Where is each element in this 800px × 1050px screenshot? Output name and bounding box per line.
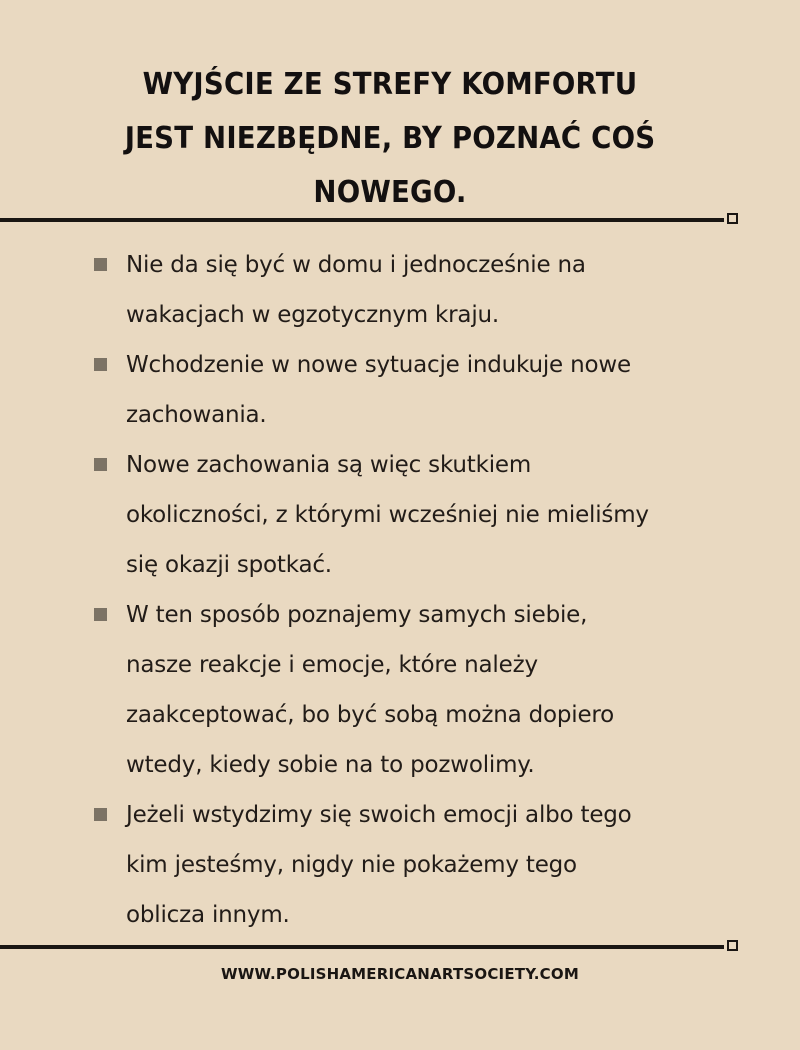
- list-item-text: Wchodzenie w nowe sytuacje indukuje nowe: [126, 352, 631, 378]
- list-item-text: okoliczności, z którymi wcześniej nie mieliśmy: [126, 502, 649, 528]
- square-bullet-icon: [94, 608, 107, 621]
- title-line-1: WYJŚCIE ZE STREFY KOMFORTU: [142, 67, 638, 102]
- square-bullet-icon: [94, 458, 107, 471]
- square-bullet-icon: [94, 258, 107, 271]
- list-item-text: wtedy, kiedy sobie na to pozwolimy.: [126, 752, 535, 778]
- title-line-3: NOWEGO.: [313, 175, 467, 210]
- footer-website-url: WWW.POLISHAMERICANARTSOCIETY.COM: [221, 965, 579, 983]
- list-item-text: kim jesteśmy, nigdy nie pokażemy tego: [126, 852, 577, 878]
- list-item-text: Nie da się być w domu i jednocześnie na: [126, 252, 586, 278]
- list-item-text: nasze reakcje i emocje, które należy: [126, 652, 538, 678]
- list-item-text: W ten sposób poznajemy samych siebie,: [126, 602, 588, 628]
- list-item-text: zaakceptować, bo być sobą można dopiero: [126, 702, 615, 728]
- bullet-list: [94, 240, 734, 940]
- list-item-text: Nowe zachowania są więc skutkiem: [126, 452, 532, 478]
- divider-end-square-icon: [727, 940, 738, 951]
- list-item: [94, 440, 734, 590]
- square-bullet-icon: [94, 808, 107, 821]
- list-item: [94, 590, 734, 790]
- list-item-text: wakacjach w egzotycznym kraju.: [126, 302, 499, 328]
- list-item-text: zachowania.: [126, 402, 267, 428]
- list-item: [94, 790, 734, 940]
- list-item: [94, 240, 734, 340]
- divider-end-square-icon: [727, 213, 738, 224]
- list-item-text: się okazji spotkać.: [126, 552, 332, 578]
- bottom-divider: [0, 945, 724, 949]
- list-item: [94, 340, 734, 440]
- top-divider: [0, 218, 724, 222]
- square-bullet-icon: [94, 358, 107, 371]
- page-title: [68, 58, 712, 220]
- list-item-text: oblicza innym.: [126, 902, 290, 928]
- list-item-text: Jeżeli wstydzimy się swoich emocji albo tego: [126, 802, 632, 828]
- title-line-2: JEST NIEZBĘDNE, BY POZNAĆ COŚ: [124, 121, 656, 156]
